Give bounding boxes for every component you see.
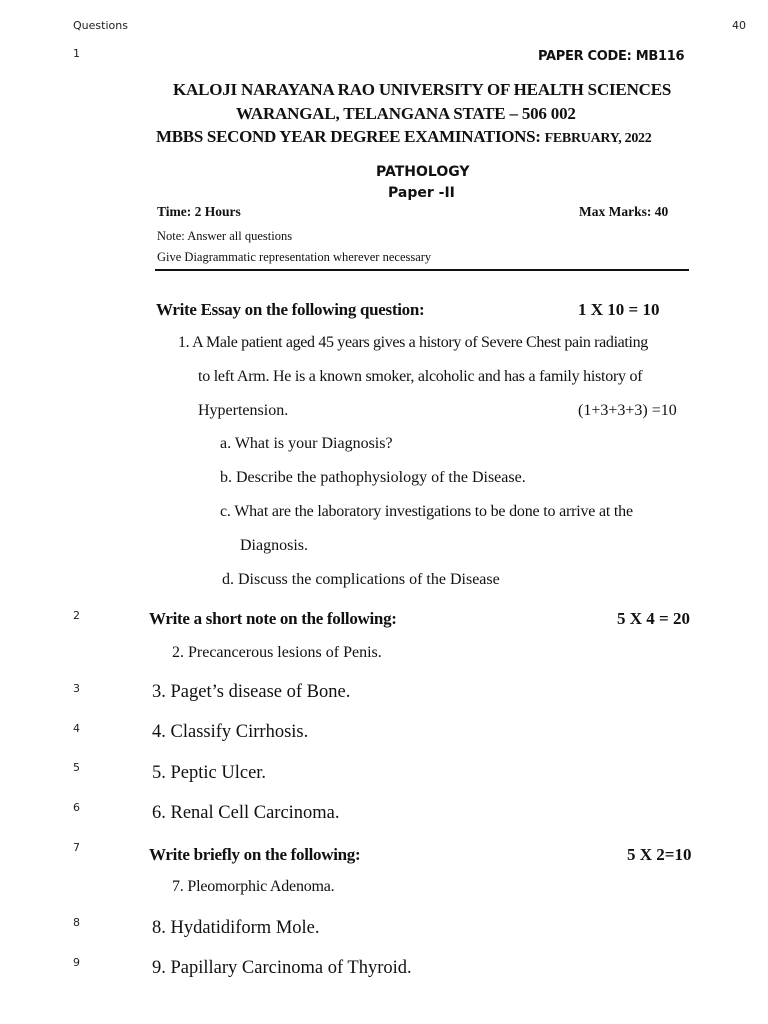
question-7: 7. Pleomorphic Adenoma. [172, 878, 335, 895]
question-1-marks: (1+3+3+3) =10 [578, 402, 677, 419]
question-1c-line-2: Diagnosis. [240, 537, 308, 554]
row-number: 9 [73, 956, 80, 969]
question-1b: b. Describe the pathophysiology of the Disease. [220, 469, 526, 486]
question-1c-line-1: c. What are the laboratory investigations to be done to arrive at the [220, 503, 633, 520]
max-marks: Max Marks: 40 [579, 204, 669, 219]
row-number: 6 [73, 801, 80, 814]
paper-number: Paper -II [388, 185, 455, 201]
university-name: KALOJI NARAYANA RAO UNIVERSITY OF HEALTH SCIENCES [173, 80, 672, 99]
exam-title-prefix: MBBS SECOND YEAR DEGREE EXAMINATIONS: [156, 127, 541, 146]
essay-marks: 1 X 10 = 10 [578, 300, 660, 319]
question-8: 8. Hydatidiform Mole. [152, 918, 320, 938]
short-note-heading: Write a short note on the following: [149, 609, 397, 628]
row-number: 2 [73, 609, 80, 622]
exam-title [156, 127, 651, 147]
page-number: 40 [732, 19, 746, 32]
row-number: 7 [73, 841, 80, 854]
note-line: Note: Answer all questions [157, 229, 293, 243]
row-number: 3 [73, 682, 80, 695]
essay-heading: Write Essay on the following question: [156, 300, 425, 319]
header-divider [155, 269, 689, 271]
question-3: 3. Paget’s disease of Bone. [152, 682, 351, 702]
question-1d: d. Discuss the complications of the Disease [222, 571, 500, 588]
question-2: 2. Precancerous lesions of Penis. [172, 644, 382, 661]
question-4: 4. Classify Cirrhosis. [152, 722, 309, 742]
section-title: Questions [73, 19, 128, 32]
subject-title: PATHOLOGY [376, 164, 470, 180]
row-number: 5 [73, 761, 80, 774]
question-1-line-2: to left Arm. He is a known smoker, alcoholic and has a family history of [198, 368, 643, 385]
exam-date: FEBRUARY, 2022 [544, 131, 652, 146]
question-1-line-1: 1. A Male patient aged 45 years gives a history of Severe Chest pain radiating [178, 334, 648, 351]
question-9: 9. Papillary Carcinoma of Thyroid. [152, 958, 412, 978]
question-1-line-3: Hypertension. [198, 402, 289, 419]
paper-code: PAPER CODE: MB116 [538, 49, 685, 64]
brief-marks: 5 X 2=10 [627, 845, 692, 864]
instruction-line: Give Diagrammatic representation wherever necessary [157, 250, 432, 264]
university-location: WARANGAL, TELANGANA STATE – 506 002 [236, 104, 576, 123]
row-number: 4 [73, 722, 80, 735]
question-5: 5. Peptic Ulcer. [152, 763, 267, 783]
exam-time: Time: 2 Hours [157, 204, 241, 219]
question-6: 6. Renal Cell Carcinoma. [152, 803, 340, 823]
short-note-marks: 5 X 4 = 20 [617, 609, 690, 628]
row-number: 8 [73, 916, 80, 929]
brief-heading: Write briefly on the following: [149, 845, 361, 864]
question-1a: a. What is your Diagnosis? [220, 435, 393, 452]
row-number: 1 [73, 47, 80, 60]
